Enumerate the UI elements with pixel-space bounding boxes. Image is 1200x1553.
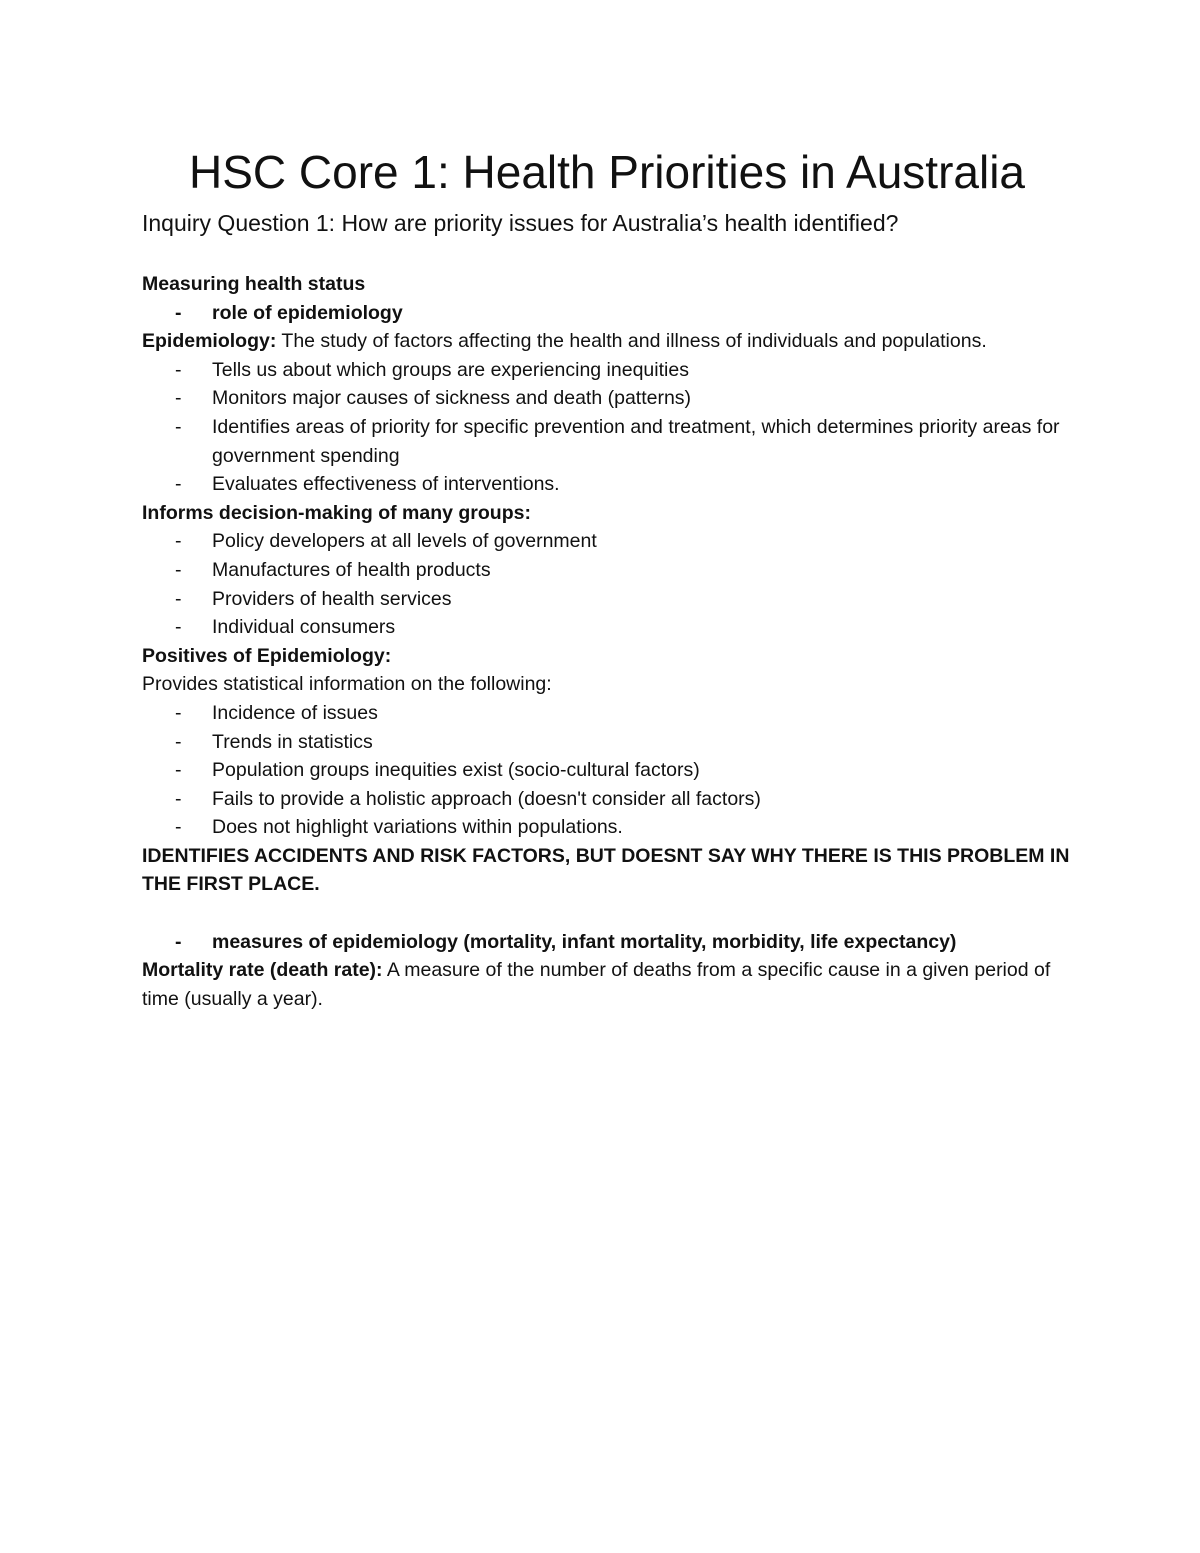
- document-title: HSC Core 1: Health Priorities in Australia: [189, 146, 1025, 198]
- dash-bullet: -: [175, 787, 182, 810]
- dash-bullet: -: [175, 473, 182, 496]
- list-item: - Evaluates effectiveness of interventions.: [142, 470, 1072, 499]
- epidemiology-definition: [142, 327, 1072, 356]
- list-item: - Monitors major causes of sickness and death (patterns): [142, 384, 1072, 413]
- dash-bullet: -: [175, 558, 182, 581]
- section-heading: Measuring health status: [142, 273, 366, 295]
- role-item: - role of epidemiology: [142, 299, 1072, 328]
- definition-text: A measure of the number of deaths from a specific cause in a given period of time (usually a year).: [142, 959, 1051, 1010]
- informs-heading: Informs decision-making of many groups:: [142, 501, 531, 524]
- dash-bullet: -: [175, 701, 182, 724]
- list-item: - Providers of health services: [142, 585, 1072, 614]
- inquiry-question: Inquiry Question 1: How are priority issues for Australia’s health identified?: [142, 210, 899, 236]
- document-page: [142, 140, 1072, 1013]
- dash-bullet: -: [175, 301, 182, 324]
- dash-bullet: -: [175, 930, 182, 953]
- mortality-definition: [142, 956, 1072, 1013]
- list-item: - Does not highlight variations within populations.: [142, 813, 1072, 842]
- list-item: - Fails to provide a holistic approach (doesn't consider all factors): [142, 785, 1072, 814]
- informs-list: [142, 527, 1072, 641]
- dash-bullet: -: [175, 587, 182, 610]
- dash-bullet: -: [175, 730, 182, 753]
- list-item: - Identifies areas of priority for specific prevention and treatment, which determines priority areas for government spending: [142, 413, 1072, 470]
- list-item: - Tells us about which groups are experiencing inequities: [142, 356, 1072, 385]
- epidemiology-points-list: [142, 356, 1072, 499]
- dash-bullet: -: [175, 415, 182, 438]
- dash-bullet: -: [175, 759, 182, 782]
- caps-note: IDENTIFIES ACCIDENTS AND RISK FACTORS, BUT DOESNT SAY WHY THERE IS THIS PROBLEM IN THE FIRST PLACE.: [142, 844, 1070, 896]
- list-item: - Policy developers at all levels of government: [142, 527, 1072, 556]
- dash-bullet: -: [175, 616, 182, 639]
- definition-text: The study of factors affecting the health and illness of individuals and populations.: [276, 330, 987, 353]
- positives-list: [142, 699, 1072, 842]
- dash-bullet: -: [175, 530, 182, 553]
- dash-bullet: -: [175, 387, 182, 410]
- list-item: - Incidence of issues: [142, 699, 1072, 728]
- definition-term: Mortality rate (death rate):: [142, 959, 383, 982]
- list-item: - Population groups inequities exist (socio-cultural factors): [142, 756, 1072, 785]
- list-item: - Manufactures of health products: [142, 556, 1072, 585]
- measures-item: - measures of epidemiology (mortality, infant mortality, morbidity, life expectancy): [142, 928, 1072, 957]
- list-item: - Individual consumers: [142, 613, 1072, 642]
- dash-bullet: -: [175, 816, 182, 839]
- list-item: - Trends in statistics: [142, 728, 1072, 757]
- positives-heading: Positives of Epidemiology:: [142, 644, 392, 667]
- dash-bullet: -: [175, 358, 182, 381]
- definition-term: Epidemiology:: [142, 330, 277, 353]
- positives-intro: Provides statistical information on the following:: [142, 673, 552, 696]
